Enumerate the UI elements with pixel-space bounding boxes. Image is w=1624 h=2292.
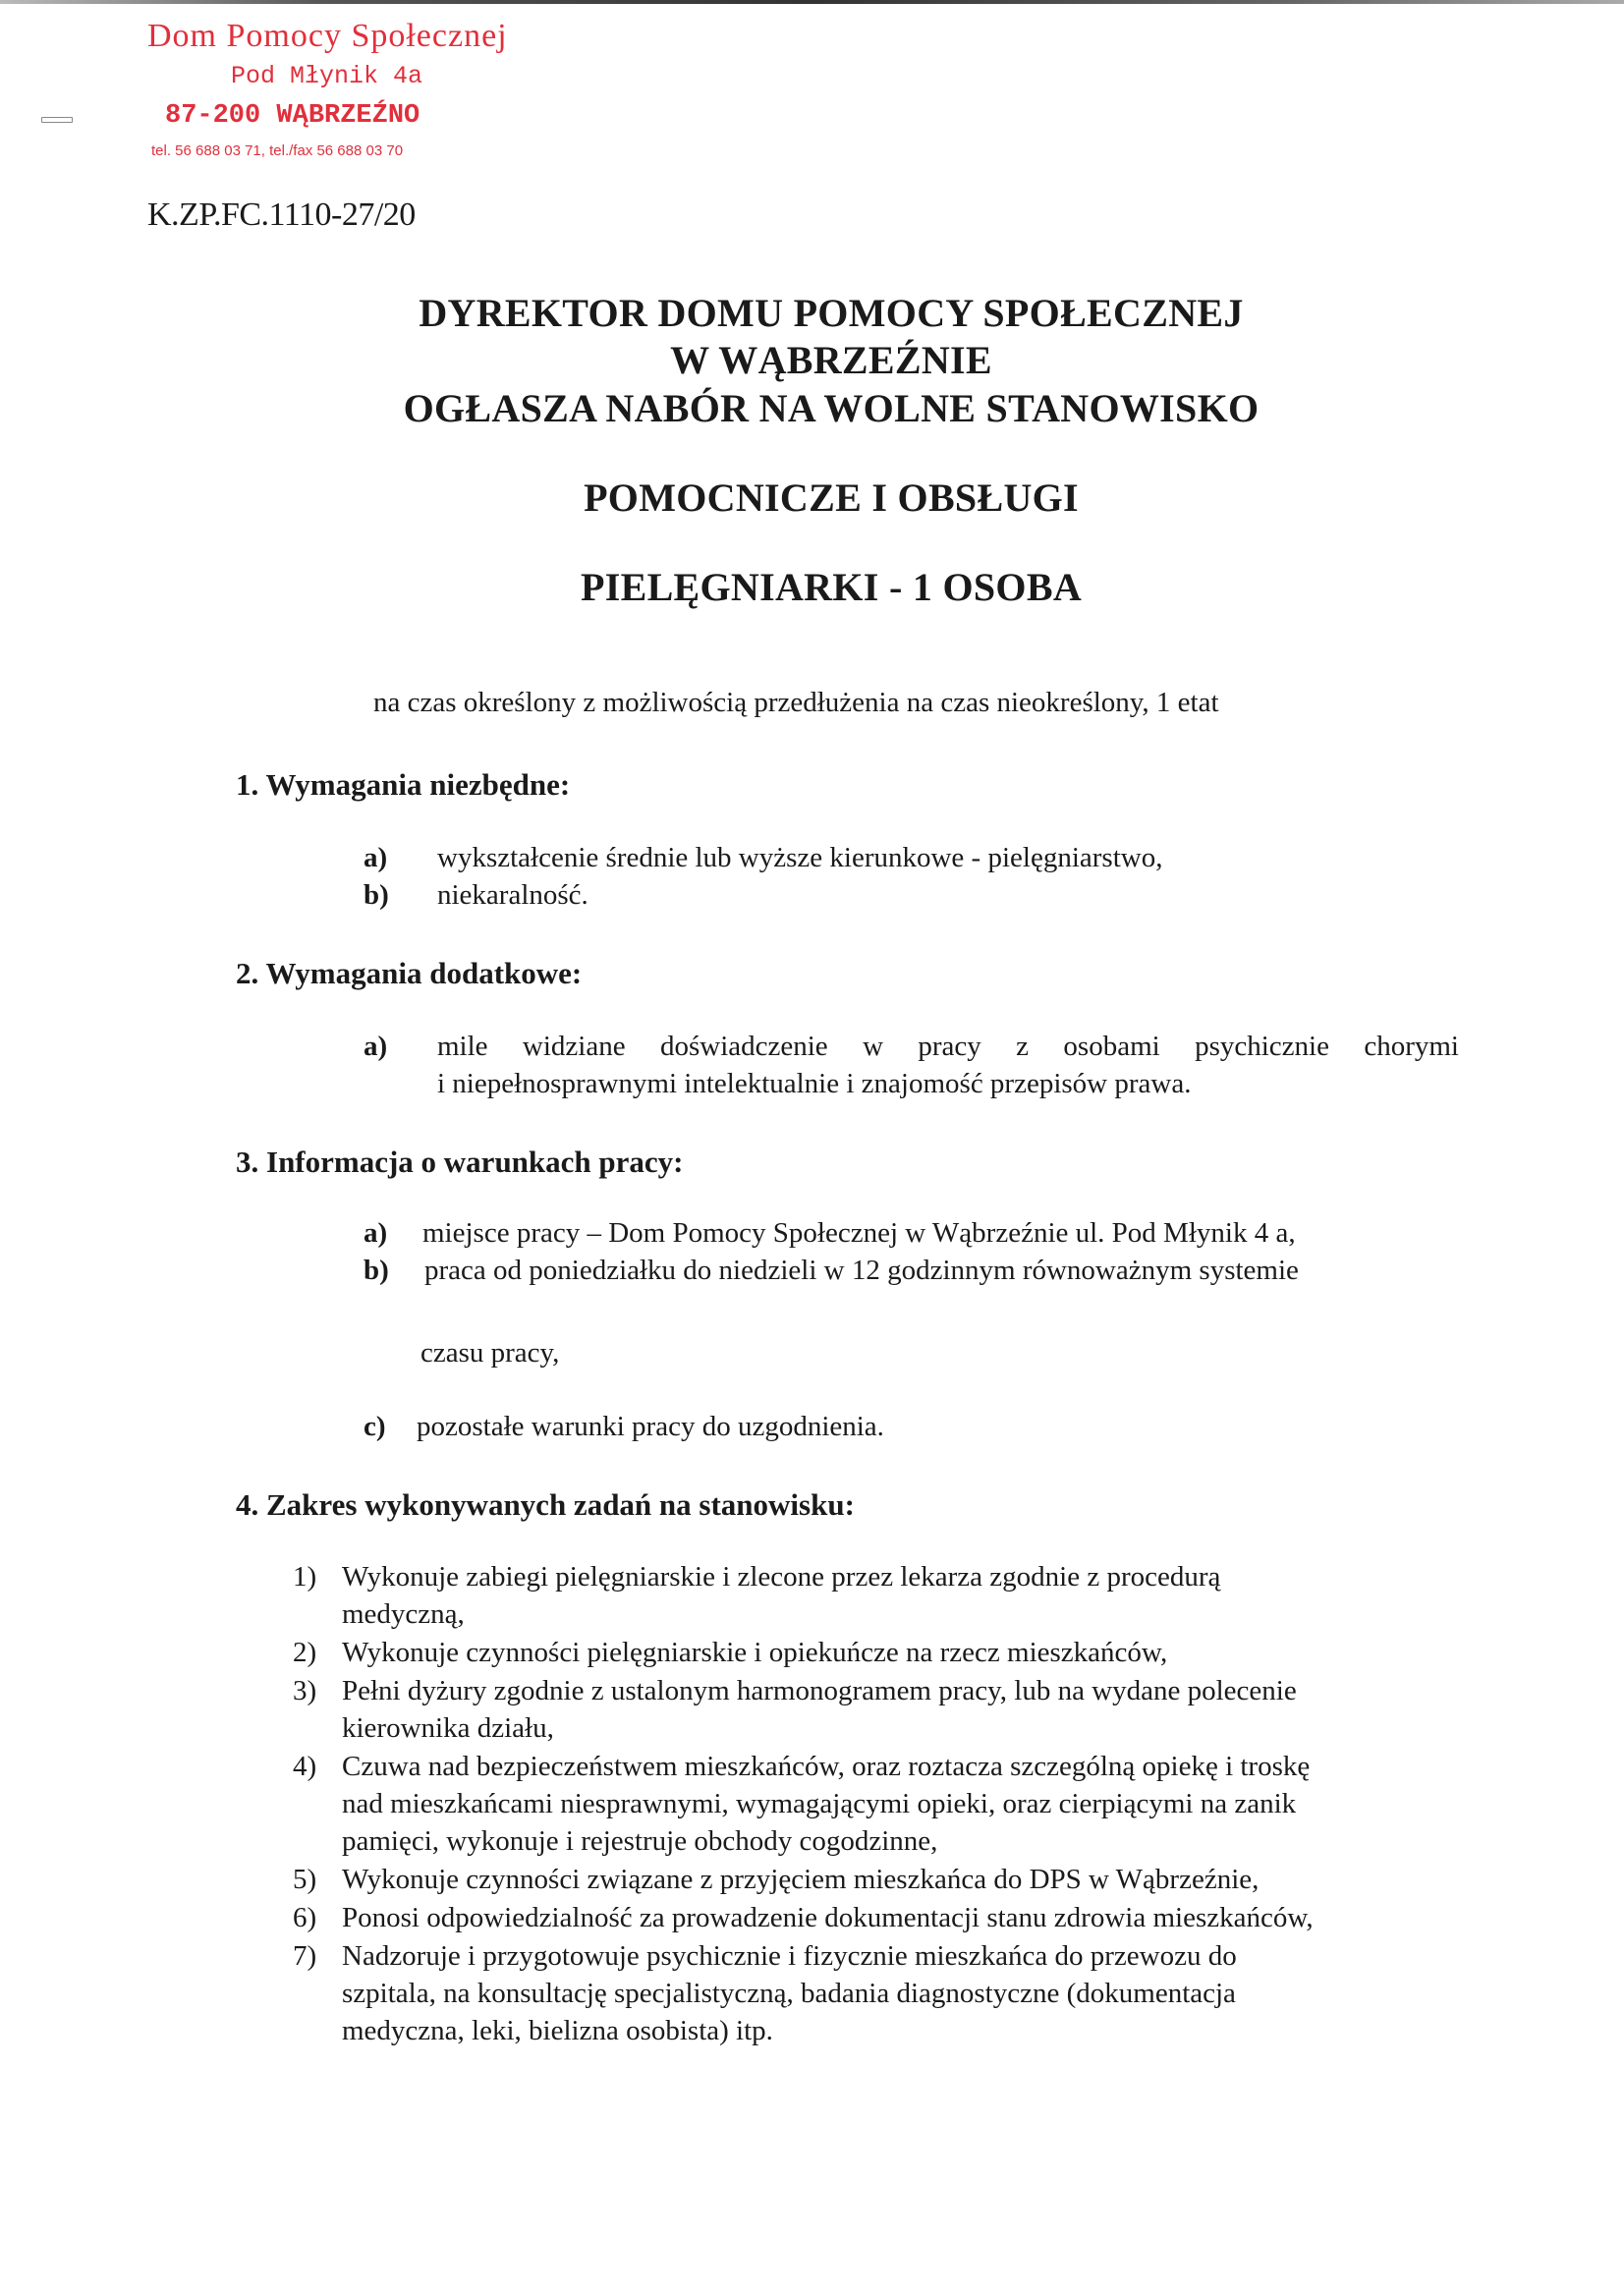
employment-terms: na czas określony z możliwością przedłużenia na czas nieokreślony, 1 etat bbox=[373, 687, 1219, 718]
task-text: medyczna, leki, bielizna osobista) itp. bbox=[342, 2015, 773, 2046]
task-text: Czuwa nad bezpieczeństwem mieszkańców, oraz roztacza szczególną opiekę i troskę bbox=[342, 1751, 1311, 1782]
section-heading-2: 2. Wymagania dodatkowe: bbox=[236, 956, 583, 990]
task-text: Nadzoruje i przygotowuje psychicznie i fizycznie mieszkańca do przewozu do bbox=[342, 1940, 1237, 1972]
task-text: Ponosi odpowiedzialność za prowadzenie dokumentacji stanu zdrowia mieszkańców, bbox=[342, 1902, 1314, 1933]
stamp-line-1: Dom Pomocy Społecznej bbox=[147, 18, 508, 54]
task-text: Pełni dyżury zgodnie z ustalonym harmonogramem pracy, lub na wydane polecenie bbox=[342, 1675, 1297, 1706]
task-number: 2) bbox=[293, 1637, 317, 1668]
item-label: c) bbox=[364, 1411, 386, 1442]
item-label: a) bbox=[364, 1031, 388, 1062]
item-label: b) bbox=[364, 1255, 389, 1286]
task-text: kierownika działu, bbox=[342, 1712, 554, 1744]
institution-stamp bbox=[147, 18, 698, 204]
item-text: praca od poniedziałku do niedzieli w 12 godzinnym równoważnym systemie bbox=[424, 1255, 1299, 1286]
item-text: mile widziane doświadczenie w pracy z osobami psychicznie chorymi bbox=[437, 1031, 1459, 1062]
reference-number: K.ZP.FC.1110-27/20 bbox=[147, 196, 416, 233]
task-text: pamięci, wykonuje i rejestruje obchody cogodzinne, bbox=[342, 1825, 938, 1857]
stamp-line-3: 87-200 WĄBRZEŹNO bbox=[165, 101, 420, 131]
item-text-continued: i niepełnosprawnymi intelektualnie i znajomość przepisów prawa. bbox=[437, 1068, 1192, 1099]
task-text: Wykonuje zabiegi pielęgniarskie i zlecone przez lekarza zgodnie z procedurą bbox=[342, 1561, 1221, 1593]
task-number: 4) bbox=[293, 1751, 317, 1782]
header-line-3: OGŁASZA NABÓR NA WOLNE STANOWISKO bbox=[403, 386, 1260, 430]
item-text: wykształcenie średnie lub wyższe kierunkowe - pielęgniarstwo, bbox=[437, 842, 1163, 873]
task-number: 6) bbox=[293, 1902, 317, 1933]
item-text: miejsce pracy – Dom Pomocy Społecznej w Wąbrzeźnie ul. Pod Młynik 4 a, bbox=[422, 1217, 1296, 1249]
header-line-1: DYREKTOR DOMU POMOCY SPOŁECZNEJ bbox=[419, 291, 1244, 335]
task-number: 3) bbox=[293, 1675, 317, 1706]
header-line-2: W WĄBRZEŹNIE bbox=[670, 338, 992, 382]
position-name: PIELĘGNIARKI - 1 OSOBA bbox=[580, 565, 1083, 609]
item-label: a) bbox=[364, 1217, 388, 1249]
section-heading-1: 1. Wymagania niezbędne: bbox=[236, 767, 571, 802]
position-type: POMOCNICZE I OBSŁUGI bbox=[584, 475, 1079, 520]
section-heading-4: 4. Zakres wykonywanych zadań na stanowisku: bbox=[236, 1487, 855, 1522]
item-text: niekaralność. bbox=[437, 879, 588, 911]
task-text: szpitala, na konsultację specjalistyczną, badania diagnostyczne (dokumentacja bbox=[342, 1978, 1236, 2009]
stamp-line-4: tel. 56 688 03 71, tel./fax 56 688 03 70 bbox=[151, 142, 404, 159]
item-text: pozostałe warunki pracy do uzgodnienia. bbox=[417, 1411, 884, 1442]
task-number: 1) bbox=[293, 1561, 317, 1593]
item-label: b) bbox=[364, 879, 389, 911]
item-text-continued: czasu pracy, bbox=[420, 1337, 560, 1369]
task-text: Wykonuje czynności pielęgniarskie i opiekuńcze na rzecz mieszkańców, bbox=[342, 1637, 1168, 1668]
task-text: Wykonuje czynności związane z przyjęciem mieszkańca do DPS w Wąbrzeźnie, bbox=[342, 1864, 1260, 1895]
task-number: 7) bbox=[293, 1940, 317, 1972]
task-text: medyczną, bbox=[342, 1598, 465, 1630]
section-heading-3: 3. Informacja o warunkach pracy: bbox=[236, 1145, 684, 1179]
stamp-line-2: Pod Młynik 4a bbox=[231, 62, 423, 90]
item-label: a) bbox=[364, 842, 388, 873]
scan-edge bbox=[0, 0, 1624, 4]
scan-mark bbox=[41, 117, 73, 123]
task-number: 5) bbox=[293, 1864, 317, 1895]
task-text: nad mieszkańcami niesprawnymi, wymagającymi opieki, oraz cierpiącymi na zanik bbox=[342, 1788, 1297, 1819]
